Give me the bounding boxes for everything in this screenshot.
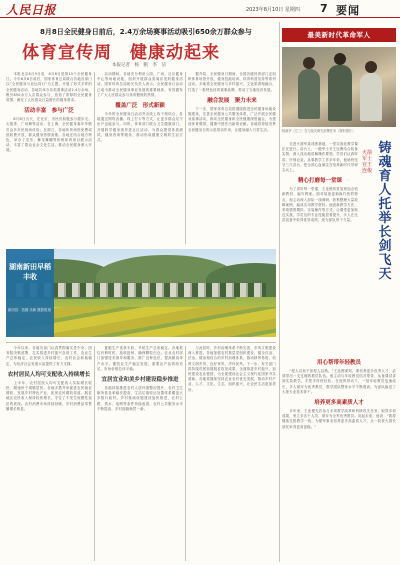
column-divider (185, 72, 186, 244)
photo-credit: 新田县：拍摄 乐新 摄影报道 (8, 308, 51, 312)
section-heading: 融合发展 聚力未来 (207, 97, 257, 104)
body-text: 下一步，国家体育总局将继续推进全民健身场地设施建设，完善全民健身公共服务体系，广泛开展全民健身赛事活动，推动全民健身和全民健康深度融合，为建设体育强国、健康中国作出新的贡献。各地将持续发挥全民健身日的示范带动作用，让健身融入日常生活。 (188, 106, 276, 132)
masthead (0, 0, 400, 18)
body-text: 活动期间，各地充分利用公园、广场、社区健身中心等场地设施，组织开展群众喜闻乐见的健身活动。国家体育总局相关负责人表示，全民健身日活动已成为推动全民健身事业发展的重要载体，有效激发了广大人民群众参与体育锻炼的热情。 (97, 72, 183, 97)
body-text: 据介绍，全民健身日期间，全国各级体育部门还组织体育场馆开放、健身技能培训、体育科普宣传等系列活动。多地将全民健身与乡村振兴、文化旅游相融合，打造了一批特色体育赛事品牌，带动了当地经济发展。 (188, 72, 276, 92)
column-divider (94, 346, 95, 561)
section-heading: 用心帮带年轻教员 (316, 360, 361, 366)
lead-column-1 (6, 72, 92, 244)
lead-byline: 本报记者 杨 帆 李 洁 (112, 63, 166, 68)
section-heading: 精心打磨每一堂课 (297, 178, 342, 185)
body-text: 本报北京8月9日电 8月8日是第15个全民健身日。今年8月8日前后，国家体育总局联合各地各部门以“全民健身与亚运同行”为主题，开展了形式多样的全民健身活动，各地共举办各类赛事活动2.4万余场，吸引650余万人次群众参与，营造了浓厚的全民健身氛围，满足了人民群众日益增长的健身需求。 (6, 72, 92, 103)
soldiers-photo (282, 47, 396, 127)
page-name: 要闻 (336, 4, 360, 17)
lead-column-3 (188, 72, 276, 244)
body-text: 与此同时，乡村治理体系不断完善，乡风文明建设深入推进。各地加强农村基层党组织建设，健全自治、法治、德治相结合的乡村治理体系，推动移风易俗，培育文明乡风、良好家风、淳朴民风。下一步，有关部门将持续巩固拓展脱贫攻坚成果，全面推进乡村振兴，加快建设农业强国，为全面建设社会主义现代化国家夯实基础。各地将继续坚持农业农村优先发展，推动乡村产业、人才、文化、生态、组织振兴，让农民生活更加美好。 (188, 346, 276, 392)
photo-title: 湖南新田早稻丰收 (9, 263, 51, 281)
sidebar-vertical-subtitle: 火箭军士官王连俊 (362, 150, 373, 174)
lower-column-1 (6, 346, 92, 561)
body-text: 多年来，王连俊先后参与多项教学改革和科研攻关任务，取得多项成果，荣立多次个人功，被评为全军优秀教员。谈起未来，他说：“我将继续扎根教学一线，为强军事业培养更多高素质人才，让一枚枚大国长剑托举得更高更稳。” (282, 409, 396, 429)
sidebar-column-top (282, 142, 358, 352)
section-heading: 活动丰富 参与广泛 (24, 108, 74, 115)
page-number: 7 (320, 2, 328, 15)
body-text: “授人以鱼不如授人以渔。”王连俊深知，要培养更多优秀人才，必须带出一支过硬的教员队伍。他主动与年轻教员结对帮带，从备课试讲到实装教学，手把手传授经验。在他的带动下，一批年轻教员迅速成长，多人被评为优秀教员，教学团队整体水平不断提高，为部队输送了大批专业技术骨干。 (282, 369, 396, 394)
body-text: 今年以来，各地各部门认真贯彻落实党中央、国务院决策部署，扎实推进乡村振兴各项工作，农业生产总体稳定，农民收入持续增长，农村社会和谐稳定，为经济社会发展大局提供了有力支撑。 (6, 346, 92, 366)
section-heading: 覆盖广泛 形式新颖 (115, 103, 165, 110)
body-text: 夏粮生产喜获丰收，早稻生产总体稳定。各地抓住有利时机，抢收抢种，确保颗粒归仓。农业农村部门加强技术指导和服务，推广良种良法，提高粮食单产水平。畜牧业生产稳定发展，重要农产品供给充足，市场价格总体平稳。 (97, 346, 183, 371)
side-photo-caption: 杨淑亭（左三）在与战友研究部署任务（资料图片） (282, 129, 356, 133)
issue-date: 2023年8月10日 星期四 (246, 7, 300, 13)
sidebar-divider (279, 22, 280, 562)
section-heading: 培养更多高素质人才 (314, 400, 364, 407)
sidebar-column-bottom (282, 355, 396, 561)
section-heading: 农村居民人均可支配收入持续增长 (7, 371, 91, 378)
body-text: 各地持续推进农村人居环境整治提升，农村卫生厕所普及率稳步提高，生活垃圾收运处置体系覆盖大多数行政村。乡村基础设施建设加快推进，农村公路、供水、电网等条件持续改善，农村公共服务水平不断提高，乡村面貌焕然一新。 (97, 386, 183, 411)
body-text: 走进火箭军某训练基地，一堂实战化教学课正在进行。讲台上，一级军士长王连俊结合装备实物，深入浅出地讲解操作要领，学员们认真听讲、仔细记录。从事教学工作多年来，他始终坚守三尺讲台，把全部心血倾注在培养新时代导弹尖兵上。 (282, 142, 358, 173)
lead-subtitle: 8月8日全民健身日前后，2.4万余场赛事活动吸引650余万群众参与 (40, 28, 252, 36)
lead-headline: 体育宣传周 健康动起来 (22, 43, 220, 63)
lower-column-3 (188, 346, 276, 561)
newspaper-logo: 人民日报 (6, 3, 57, 17)
body-text: 今年的全民健身日活动突出线上线下相结合，各地通过网络直播、线上打卡等方式，让更多群众足不出户也能参与。同时，体育部门联合卫生健康部门，开展科学健身指导进社区活动，为群众提供体质测试、健身咨询等服务，推动形成健康文明的生活方式。 (97, 112, 183, 143)
lead-column-2 (97, 72, 183, 244)
body-text: 为了讲好每一堂课，王连俊常常加班加点钻研教材、编写教案。面对装备更新换代快的特点，他主动深入部队一线调研，收集整理大量故障案例，编成实用教学资料。他创新教学方法，采取情景模拟、实装操作等方式，让课堂更加贴近实战，学员们的专业技能显著提升，多人在比武竞赛中取得优异成绩，成为部队骨干力量。 (282, 187, 358, 223)
lower-column-2 (97, 346, 183, 561)
column-divider (94, 72, 95, 244)
body-text: 上半年，农村居民人均可支配收入实际增长较快，增速快于城镇居民。各地多措并举促进农民就业增收，发展乡村特色产业，拓宽农民增收渠道。脱贫地区农民收入保持较快增长，守住了不发生规模性返贫的底线。农村消费市场持续回暖，乡村消费品零售额增长明显。 (6, 380, 92, 411)
sidebar-vertical-title: 铸魂育人托举长剑飞天 (378, 141, 392, 282)
section-divider (6, 342, 276, 343)
body-text: 8月8日当天，在北京，市民们积极参与健步走、太极拳、广场舞等活动；在上海，全民健身嘉年华吸引众多市民现场体验；在浙江，各地体育场馆免费或低收费开放，群众健身热情高涨。各地还结合地方特色，举办了龙舟、舞龙舞狮等传统体育项目展示活动，丰富了群众业余文化生活，推动全民健身深入开展。 (6, 117, 92, 153)
section-heading: 宜居宜业和美乡村建设稳步推进 (101, 377, 179, 384)
sidebar-banner: 最美新时代革命军人 (282, 28, 396, 42)
column-divider (185, 346, 186, 561)
